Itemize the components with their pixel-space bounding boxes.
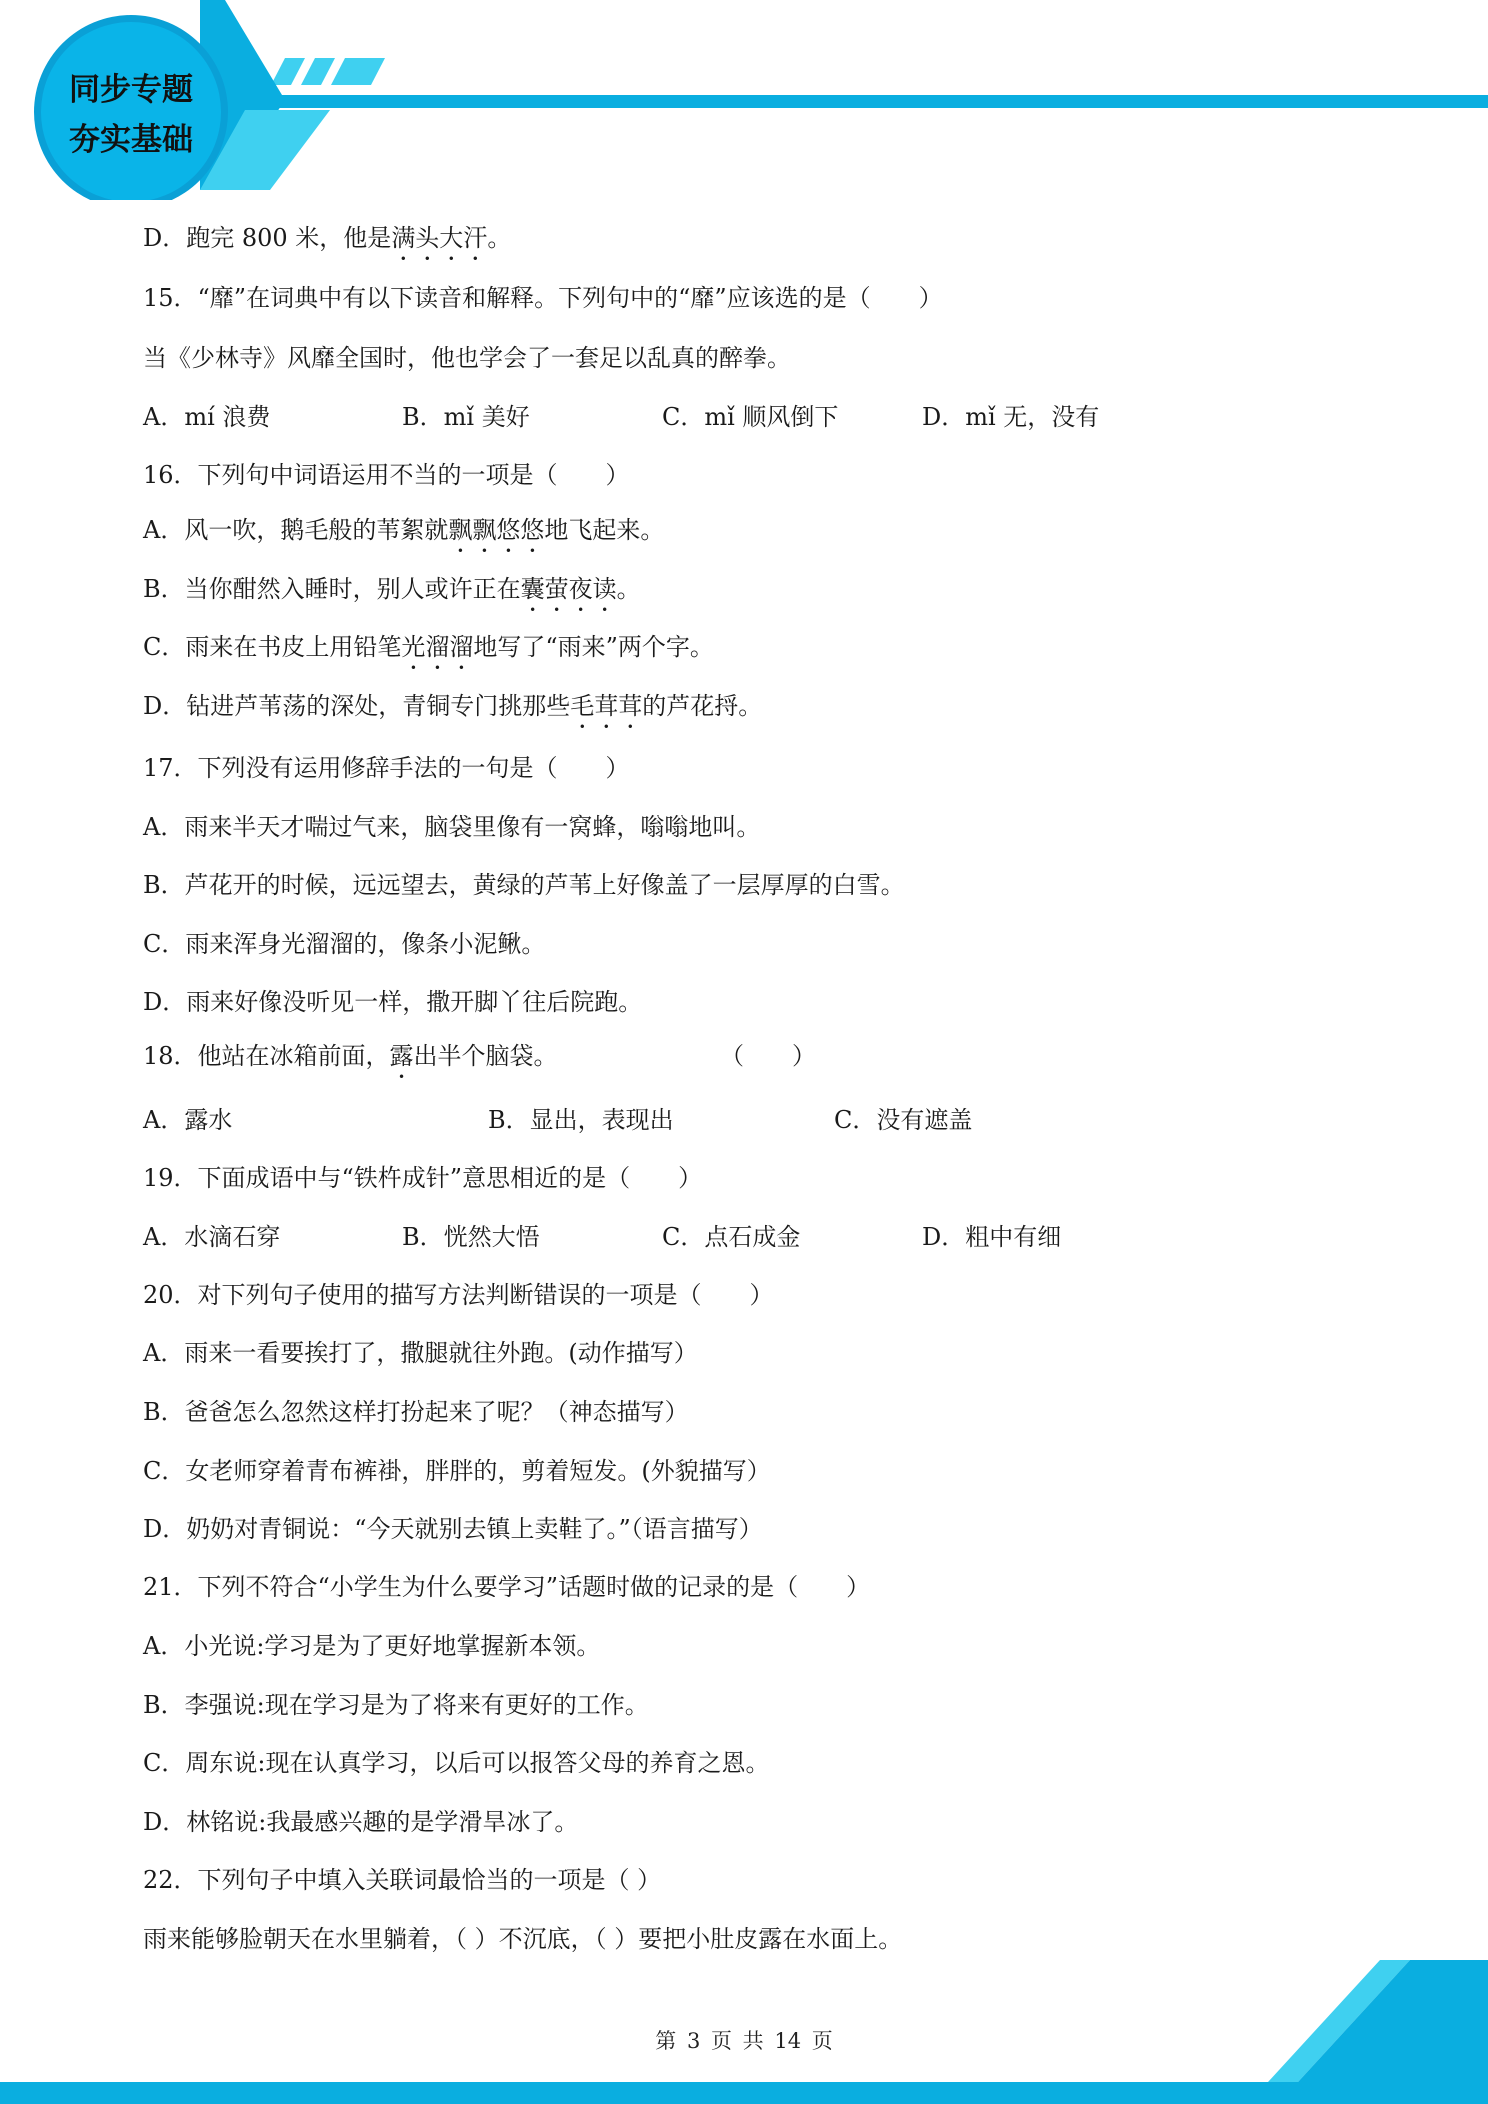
- emphasis-dot-text: 露: [389, 1042, 414, 1070]
- q16-option-c: C．雨来在书皮上用铅笔光溜溜地写了“雨来”两个字。: [143, 633, 714, 661]
- q21-stem: 21．下列不符合“小学生为什么要学习”话题时做的记录的是（ ）: [143, 1573, 871, 1601]
- q15-option-c: C．mǐ 顺风倒下: [662, 403, 839, 431]
- q21-option-d: D．林铭说:我最感兴趣的是学滑旱冰了。: [143, 1808, 579, 1836]
- q18-answer-blank: （ ）: [720, 1042, 816, 1070]
- header-dash-1: [271, 58, 305, 85]
- q20-stem: 20．对下列句子使用的描写方法判断错误的一项是（ ）: [143, 1281, 774, 1309]
- q19-stem: 19．下面成语中与“铁杵成针”意思相近的是（ ）: [143, 1164, 703, 1192]
- q17-stem: 17．下列没有运用修辞手法的一句是（ ）: [143, 754, 630, 782]
- q16-option-a: A．风一吹，鹅毛般的苇絮就飘飘悠悠地飞起来。: [143, 516, 665, 544]
- header-dash-3: [331, 58, 385, 85]
- q16-stem: 16．下列句中词语运用不当的一项是（ ）: [143, 461, 630, 489]
- emphasis-dot-text: 囊萤夜读: [520, 575, 617, 603]
- emphasis-dot-text: 光溜溜: [401, 633, 474, 661]
- q18-stem: 18．他站在冰箱前面，露出半个脑袋。: [143, 1042, 558, 1070]
- q18-option-a: A．露水: [143, 1106, 233, 1134]
- q20-option-a: A．雨来一看要挨打了，撒腿就往外跑。(动作描写）: [143, 1339, 698, 1367]
- header-badge-text: [36, 37, 226, 192]
- footer-stripe: [0, 2082, 1488, 2104]
- q17-option-d: D．雨来好像没听见一样，撒开脚丫往后院跑。: [143, 988, 643, 1016]
- q20-option-b: B．爸爸怎么忽然这样打扮起来了呢？（神态描写）: [143, 1398, 689, 1426]
- header-badge-line2: 夯实基础: [69, 121, 193, 158]
- q19-option-c: C．点石成金: [662, 1223, 801, 1251]
- q20-option-d: D．奶奶对青铜说：“今天就别去镇上卖鞋了。”（语言描写）: [143, 1515, 763, 1543]
- q19-option-b: B．恍然大悟: [402, 1223, 540, 1251]
- header-dash-2: [301, 58, 335, 85]
- q16-option-d: D．钻进芦苇荡的深处，青铜专门挑那些毛茸茸的芦花捋。: [143, 692, 763, 720]
- q15-sentence: 当《少林寺》风靡全国时，他也学会了一套足以乱真的醉拳。: [143, 344, 791, 372]
- q18-option-b: B．显出，表现出: [488, 1106, 674, 1134]
- emphasis-dot-text: 毛茸茸: [570, 692, 643, 720]
- q20-option-c: C．女老师穿着青布裤褂，胖胖的，剪着短发。(外貌描写）: [143, 1457, 771, 1485]
- q15-option-b: B．mǐ 美好: [402, 403, 530, 431]
- emphasis-dot-text: 满头大汗: [391, 224, 488, 252]
- emphasis-dot-text: 飘飘悠悠: [448, 516, 545, 544]
- header-badge-line1: 同步专题: [69, 71, 193, 108]
- q15-option-d: D．mǐ 无，没有: [922, 403, 1100, 431]
- q17-option-a: A．雨来半天才喘过气来，脑袋里像有一窝蜂，嗡嗡地叫。: [143, 813, 761, 841]
- q22-sentence: 雨来能够脸朝天在水里躺着，（ ）不沉底，（ ）要把小肚皮露在水面上。: [143, 1925, 903, 1953]
- q17-option-b: B．芦花开的时候，远远望去，黄绿的芦苇上好像盖了一层厚厚的白雪。: [143, 871, 905, 899]
- q15-stem: 15．“靡”在词典中有以下读音和解释。下列句中的“靡”应该选的是（ ）: [143, 284, 943, 312]
- header-stripe-right: [250, 95, 1488, 108]
- page-number: 第 3 页 共 14 页: [655, 2029, 833, 2053]
- q21-option-b: B．李强说:现在学习是为了将来有更好的工作。: [143, 1691, 649, 1719]
- q22-stem: 22．下列句子中填入关联词最恰当的一项是（ ）: [143, 1866, 662, 1894]
- q18-option-c: C．没有遮盖: [834, 1106, 973, 1134]
- q15-option-a: A．mí 浪费: [143, 403, 271, 431]
- q21-option-a: A．小光说:学习是为了更好地掌握新本领。: [143, 1632, 601, 1660]
- q17-option-c: C．雨来浑身光溜溜的，像条小泥鳅。: [143, 930, 546, 958]
- q16-option-b: B．当你酣然入睡时，别人或许正在囊萤夜读。: [143, 575, 641, 603]
- q19-option-a: A．水滴石穿: [143, 1223, 281, 1251]
- q19-option-d: D．粗中有细: [922, 1223, 1062, 1251]
- q21-option-c: C．周东说:现在认真学习，以后可以报答父母的养育之恩。: [143, 1749, 770, 1777]
- q14-option-d: D．跑完 800 米，他是满头大汗。: [143, 224, 512, 252]
